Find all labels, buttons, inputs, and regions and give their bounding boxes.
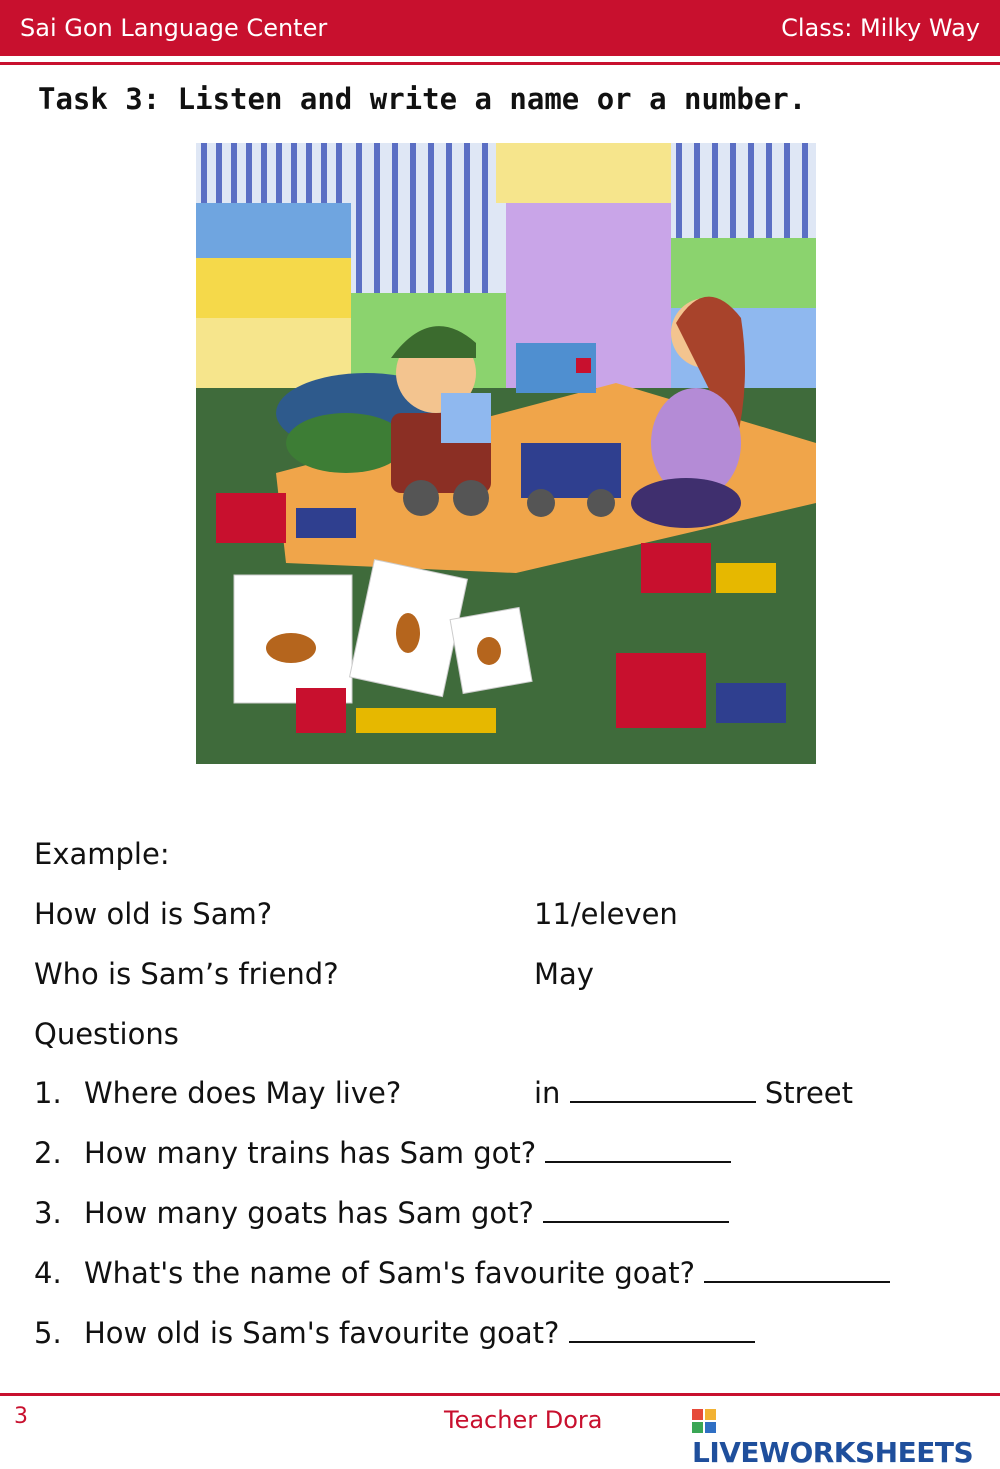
page-number: 3 xyxy=(14,1404,28,1429)
answer-blank[interactable] xyxy=(545,1139,731,1163)
header-bar xyxy=(0,0,1000,59)
question-text: How old is Sam's favourite goat? xyxy=(84,1316,560,1350)
answer-blank[interactable] xyxy=(543,1199,729,1223)
header-rule xyxy=(0,62,1000,65)
answer-blank[interactable] xyxy=(569,1319,755,1343)
question-text: How many trains has Sam got? xyxy=(84,1136,537,1170)
example-answer: 11/eleven xyxy=(534,897,678,931)
example-question: How old is Sam? xyxy=(34,897,273,931)
question-text: How many goats has Sam got? xyxy=(84,1196,534,1230)
example-row-2 xyxy=(34,957,594,991)
liveworksheets-icon xyxy=(692,1409,716,1433)
question-item-2 xyxy=(34,1136,731,1170)
answer-blank[interactable] xyxy=(704,1259,890,1283)
question-text: Where does May live? xyxy=(84,1076,402,1110)
task-title: Task 3: Listen and write a name or a number. xyxy=(38,82,807,116)
question-number: 1. xyxy=(34,1076,62,1110)
answer-suffix: Street xyxy=(764,1076,853,1110)
answer-prefix: in xyxy=(534,1076,561,1110)
question-number: 3. xyxy=(34,1196,62,1230)
question-item-4 xyxy=(34,1256,890,1290)
question-text: What's the name of Sam's favourite goat? xyxy=(84,1256,696,1290)
teacher-name: Teacher Dora xyxy=(444,1406,603,1434)
question-number: 4. xyxy=(34,1256,62,1290)
answer-blank[interactable] xyxy=(570,1079,756,1103)
illustration-image xyxy=(196,143,816,764)
brand-name: LIVEWORKSHEETS xyxy=(692,1436,974,1469)
example-question: Who is Sam’s friend? xyxy=(34,957,339,991)
answer-area xyxy=(534,1076,853,1110)
brand-logo[interactable] xyxy=(692,1403,1000,1469)
class-name: Class: Milky Way xyxy=(781,14,980,42)
question-item-5 xyxy=(34,1316,755,1350)
question-number: 2. xyxy=(34,1136,62,1170)
questions-label: Questions xyxy=(34,1017,179,1051)
footer-rule xyxy=(0,1393,1000,1396)
example-answer: May xyxy=(534,957,594,991)
example-row-1 xyxy=(34,897,678,931)
school-name: Sai Gon Language Center xyxy=(20,14,328,42)
question-number: 5. xyxy=(34,1316,62,1350)
question-item-3 xyxy=(34,1196,729,1230)
question-item-1 xyxy=(34,1076,853,1110)
example-label: Example: xyxy=(34,837,170,871)
